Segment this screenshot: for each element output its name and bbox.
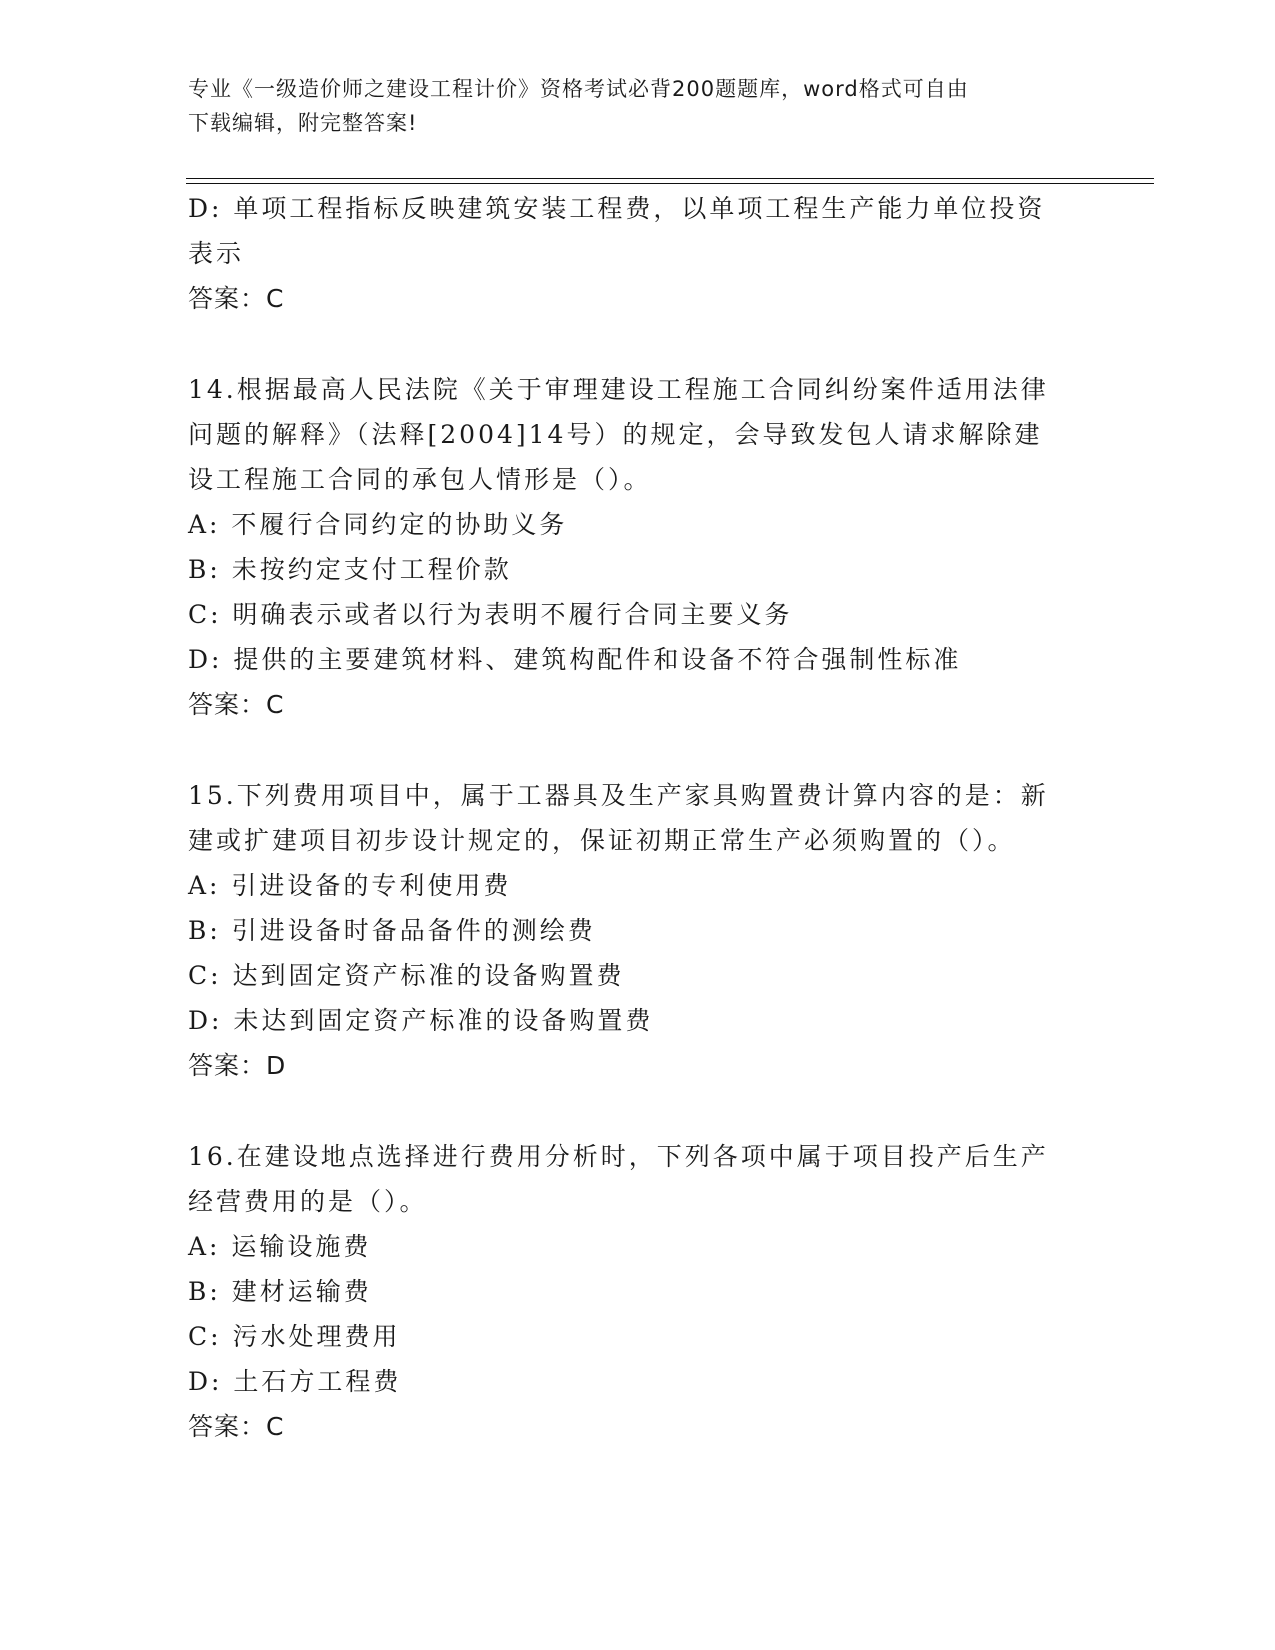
header-divider-top — [186, 178, 1154, 179]
answer-line: 答案：C — [188, 690, 285, 719]
option-c: C: 污水处理费用 — [188, 1322, 401, 1351]
question-stem-line: 建或扩建项目初步设计规定的，保证初期正常生产必须购置的（）。 — [188, 826, 1016, 855]
page-header — [188, 72, 1068, 140]
option-d: D: 土石方工程费 — [188, 1367, 402, 1396]
question-14 — [188, 367, 1088, 727]
spacer — [188, 1088, 1088, 1134]
question-stem-line: 15.下列费用项目中，属于工器具及生产家具购置费计算内容的是：新 — [188, 781, 1049, 810]
previous-question-tail — [188, 186, 1088, 321]
option-c: C: 达到固定资产标准的设备购置费 — [188, 961, 625, 990]
option-a: A: 运输设施费 — [188, 1232, 372, 1261]
question-15 — [188, 773, 1088, 1088]
option-d: D: 提供的主要建筑材料、建筑构配件和设备不符合强制性标准 — [188, 645, 962, 674]
question-stem-line: 14.根据最高人民法院《关于审理建设工程施工合同纠纷案件适用法律 — [188, 375, 1049, 404]
option-b: B: 建材运输费 — [188, 1277, 372, 1306]
header-divider-bottom — [186, 183, 1154, 184]
answer-line: 答案：C — [188, 1412, 285, 1441]
question-stem-line: 经营费用的是（）。 — [188, 1187, 428, 1216]
option-d: D: 未达到固定资产标准的设备购置费 — [188, 1006, 654, 1035]
option-c: C: 明确表示或者以行为表明不履行合同主要义务 — [188, 600, 793, 629]
option-a: A: 引进设备的专利使用费 — [188, 871, 512, 900]
question-16 — [188, 1134, 1088, 1449]
answer-line: 答案：D — [188, 1051, 287, 1080]
option-b: B: 未按约定支付工程价款 — [188, 555, 512, 584]
header-line-1: 专业《一级造价师之建设工程计价》资格考试必背200题题库，word格式可自由 — [188, 77, 969, 101]
question-stem-line: 问题的解释》（法释[2004]14号）的规定，会导致发包人请求解除建 — [188, 420, 1043, 449]
question-stem-line: 设工程施工合同的承包人情形是（）。 — [188, 465, 652, 494]
header-line-2: 下载编辑，附完整答案! — [188, 111, 418, 135]
option-d-line-1: D: 单项工程指标反映建筑安装工程费，以单项工程生产能力单位投资 — [188, 194, 1046, 223]
option-a: A: 不履行合同约定的协助义务 — [188, 510, 568, 539]
answer-line: 答案：C — [188, 284, 285, 313]
spacer — [188, 727, 1088, 773]
option-d-line-2: 表示 — [188, 239, 245, 268]
question-content — [188, 186, 1088, 1449]
spacer — [188, 321, 1088, 367]
option-b: B: 引进设备时备品备件的测绘费 — [188, 916, 596, 945]
question-stem-line: 16.在建设地点选择进行费用分析时，下列各项中属于项目投产后生产 — [188, 1142, 1049, 1171]
